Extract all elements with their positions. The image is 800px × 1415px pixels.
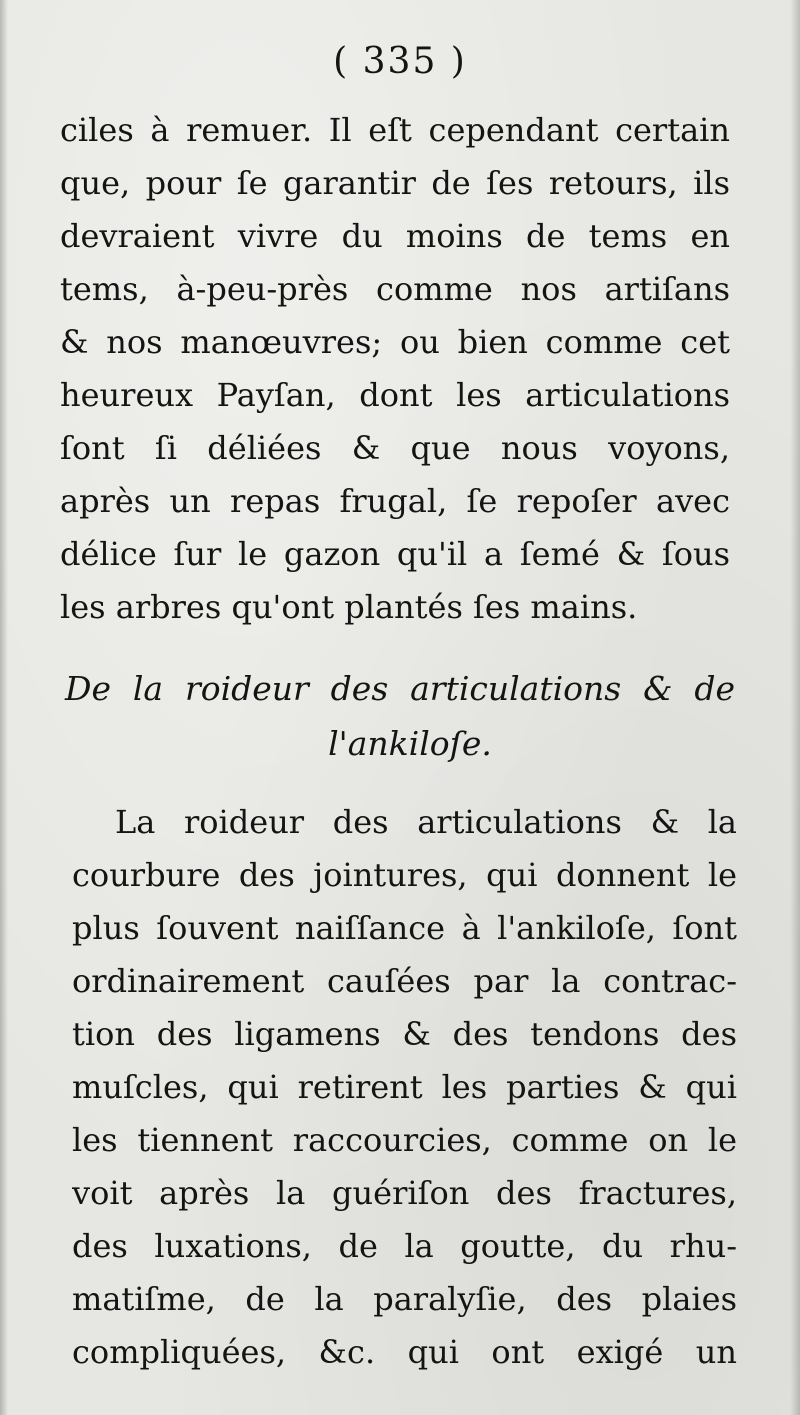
text-line: La roideur des articulations & la — [115, 803, 737, 841]
text-line: les tiennent raccourcies, comme on le — [72, 1121, 737, 1159]
text-line: matiſme, de la paralyſie, des plaies — [72, 1280, 737, 1318]
page-edge-shadow-left — [0, 0, 8, 1415]
page-number: ( 335 ) — [333, 41, 467, 82]
page-edge-shadow-right — [790, 0, 800, 1415]
text-line: plus ſouvent naiſſance à l'ankiloſe, ſont — [72, 909, 737, 947]
text-line: heureux Payſan, dont les articulations — [60, 376, 730, 414]
heading-line: l'ankiloſe. — [328, 724, 492, 763]
text-line: des luxations, de la goutte, du rhu- — [72, 1227, 737, 1265]
text-line: muſcles, qui retirent les parties & qui — [72, 1068, 737, 1106]
text-line: que, pour ſe garantir de ſes retours, ils — [60, 164, 730, 202]
text-line: ciles à remuer. Il eſt cependant certain — [60, 111, 730, 149]
text-line: après un repas frugal, ſe repoſer avec — [60, 482, 730, 520]
text-line: tion des ligamens & des tendons des — [72, 1015, 737, 1053]
text-line: ordinairement cauſées par la contrac- — [72, 962, 737, 1000]
text-line: les arbres qu'ont plantés ſes mains. — [60, 588, 638, 626]
text-line: & nos manœuvres; ou bien comme cet — [60, 323, 730, 361]
text-line: délice ſur le gazon qu'il a ſemé & ſous — [60, 535, 730, 573]
text-line: compliquées, &c. qui ont exigé un — [72, 1333, 737, 1371]
text-line: tems, à-peu-près comme nos artiſans — [60, 270, 730, 308]
text-line: voit après la guériſon des fractures, — [72, 1174, 737, 1212]
heading-line: De la roideur des articulations & de — [65, 669, 735, 708]
text-line: courbure des jointures, qui donnent le — [72, 856, 737, 894]
text-line: devraient vivre du moins de tems en — [60, 217, 730, 255]
text-line: ſont ſi déliées & que nous voyons, — [60, 429, 730, 467]
